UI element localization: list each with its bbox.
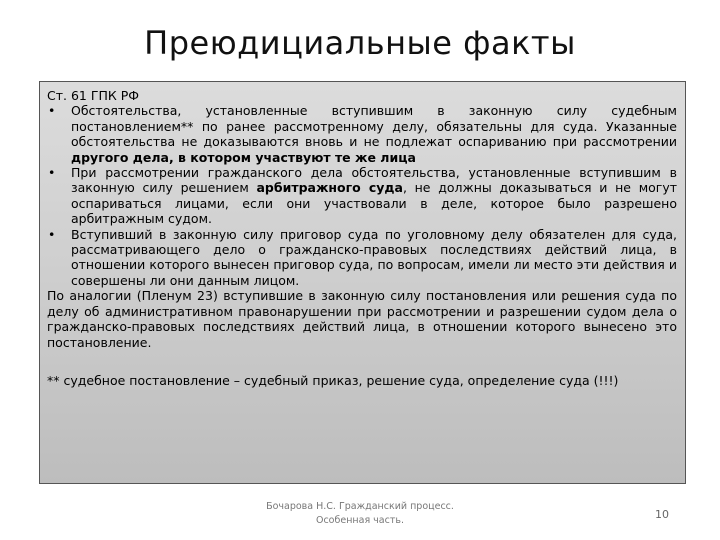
analogy-paragraph: По аналогии (Пленум 23) вступившие в законную силу постановления или решения суда по делу об административном правонарушении при рассмотрении и разрешении судом дела о гражданско-правовых последствиях действий лица, в отношении которого вынесено это постановление. [47, 288, 677, 350]
bullet-1-text: Обстоятельства, установленные вступившим в законную силу судебным постановлением** по ранее рассмотренному делу, обязательны для суда. Указанные обстоятельства не доказываются вновь и не подлежат оспариванию при рассмотрении [71, 103, 677, 150]
bullet-item-3 [47, 227, 677, 289]
bullet-item-2 [47, 165, 677, 227]
article-heading: Ст. 61 ГПК РФ [47, 88, 140, 103]
bullet-2-text: При рассмотрении гражданского дела обстоятельства, установленные вступившим в законную силу решением [71, 165, 677, 196]
bullet-2-bold: арбитражного суда [256, 180, 403, 196]
slide-title: Преюдициальные факты [144, 24, 576, 62]
bullet-item-1 [47, 103, 677, 165]
bullet-3-text: Вступивший в законную силу приговор суда по уголовному делу обязателен для суда, рассматривающего дело о гражданско-правовых последствиях действий лица, в отношении которого вынесен приговор суда, по вопросам, имели ли место эти действия и совершены ли они данным лицом. [71, 226, 677, 288]
bullet-dot: • [48, 165, 56, 181]
bullet-1-bold: другого дела, в котором участвуют те же лица [71, 149, 416, 165]
footnote: ** судебное постановление – судебный приказ, решение суда, определение суда (!!!) [47, 372, 619, 388]
bullet-2-text-end: , не должны доказываться и не могут оспариваться лицами, если они участвовали в деле, которое было разрешено арбитражным судом. [71, 180, 678, 227]
footer-author: Бочарова Н.С. Гражданский процесс. [266, 501, 454, 512]
content-box [39, 81, 686, 484]
footer-subtitle: Особенная часть. [315, 515, 404, 526]
page-number: 10 [655, 508, 669, 521]
bullet-dot: • [48, 226, 56, 242]
spacer [47, 350, 677, 373]
slide-footer [0, 500, 720, 528]
bullet-dot: • [48, 103, 56, 119]
